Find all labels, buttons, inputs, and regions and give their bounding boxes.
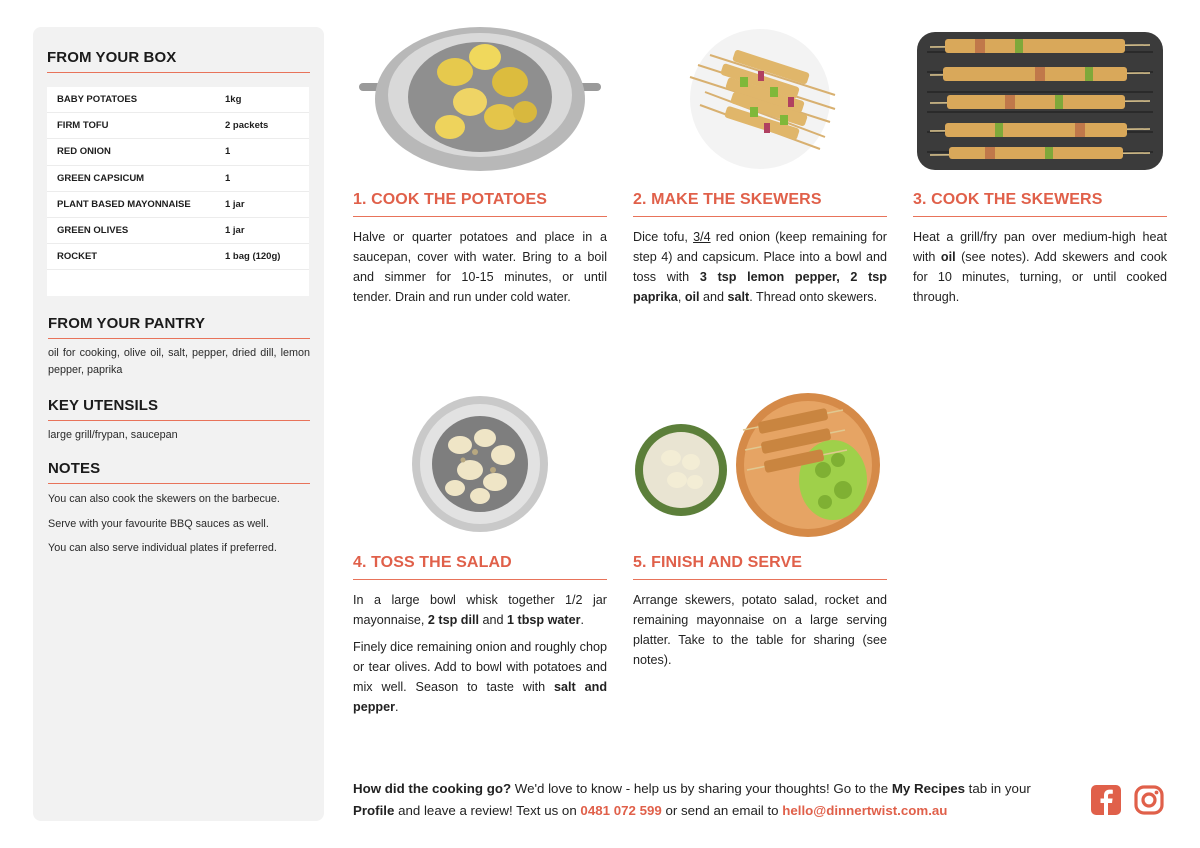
table-row bbox=[47, 87, 309, 113]
ingredient-name: FIRM TOFU bbox=[57, 120, 109, 132]
ingredient-name: ROCKET bbox=[57, 251, 98, 263]
ingredient-name: PLANT BASED MAYONNAISE bbox=[57, 198, 191, 210]
box-title: FROM YOUR BOX bbox=[47, 49, 310, 73]
ingredient-name: RED ONION bbox=[57, 146, 111, 158]
step-4-text-1: In a large bowl whisk together 1/2 jar mayonnaise, 2 tsp dill and 1 tbsp water. bbox=[353, 593, 607, 627]
ingredient-qty: 1 bbox=[225, 146, 231, 158]
instagram-icon[interactable] bbox=[1133, 784, 1165, 821]
ingredients-sidebar bbox=[33, 27, 324, 821]
table-row bbox=[47, 218, 309, 244]
note-item: You can also cook the skewers on the barbecue. bbox=[48, 493, 280, 505]
step-4-text-2: Finely dice remaining onion and roughly chop or tear olives. Add to bowl with potatoes and mix well. Season to taste with salt and pepper. bbox=[353, 640, 608, 714]
ingredient-name: GREEN OLIVES bbox=[57, 225, 129, 237]
box-ingredients-table bbox=[47, 87, 309, 296]
step-3-text: Heat a grill/fry pan over medium-high heat with oil (see notes). Add skewers and cook for 10 minutes, turning, or until cooked through. bbox=[913, 230, 1167, 304]
table-row-empty bbox=[47, 270, 309, 296]
step-3 bbox=[913, 27, 1167, 307]
ingredient-qty: 1kg bbox=[225, 94, 242, 106]
pantry-text: oil for cooking, olive oil, salt, pepper, dried dill, lemon pepper, paprika bbox=[48, 347, 310, 376]
step-2-text: Dice tofu, 3/4 red onion (keep remaining for step 4) and capsicum. Place into a bowl and toss with 3 tsp lemon pepper, 2 tsp paprika, oil and salt. Thread onto skewers. bbox=[633, 230, 887, 304]
utensils-title: KEY UTENSILS bbox=[48, 397, 310, 421]
notes-title: NOTES bbox=[48, 460, 310, 484]
step-5 bbox=[633, 390, 887, 670]
ingredient-qty: 1 jar bbox=[225, 225, 245, 237]
step-5-title: 5. FINISH AND SERVE bbox=[633, 554, 887, 580]
step-1-title: 1. COOK THE POTATOES bbox=[353, 191, 607, 217]
step-5-text: Arrange skewers, potato salad, rocket and remaining mayonnaise on a large serving platter. Take to the table for sharing (see notes). bbox=[633, 593, 887, 667]
note-item: You can also serve individual plates if preferred. bbox=[48, 542, 277, 554]
phone-number-link[interactable]: 0481 072 599 bbox=[580, 802, 662, 818]
grill-pan-image bbox=[913, 27, 1167, 177]
step-1 bbox=[353, 27, 607, 307]
ingredient-qty: 1 bbox=[225, 172, 231, 184]
feedback-footer: How did the cooking go? We'd love to know - help us by sharing your thoughts! Go to the My Recipes tab in your Profile and leave a review! Text us on 0481 072 599 or send an email to hello@dinnertwist.com.au bbox=[353, 781, 1031, 818]
table-row bbox=[47, 244, 309, 270]
pantry-title: FROM YOUR PANTRY bbox=[48, 315, 310, 339]
potatoes-pot-image bbox=[353, 27, 607, 177]
potato-salad-bowl-image bbox=[353, 390, 607, 540]
notes-list bbox=[47, 492, 310, 555]
table-row bbox=[47, 113, 309, 139]
ingredient-name: BABY POTATOES bbox=[57, 94, 138, 106]
table-row bbox=[47, 166, 309, 192]
step-2 bbox=[633, 27, 887, 307]
note-item: Serve with your favourite BBQ sauces as well. bbox=[48, 517, 269, 530]
utensils-text: large grill/frypan, saucepan bbox=[48, 429, 178, 441]
ingredient-qty: 1 jar bbox=[225, 198, 245, 210]
ingredient-qty: 2 packets bbox=[225, 120, 269, 132]
email-link[interactable]: hello@dinnertwist.com.au bbox=[782, 802, 948, 818]
facebook-icon[interactable] bbox=[1090, 784, 1122, 821]
table-row bbox=[47, 192, 309, 218]
serving-plates-image bbox=[633, 390, 887, 540]
table-row bbox=[47, 139, 309, 165]
step-4-title: 4. TOSS THE SALAD bbox=[353, 554, 607, 580]
ingredient-qty: 1 bag (120g) bbox=[225, 251, 281, 263]
step-4 bbox=[353, 390, 607, 717]
step-3-title: 3. COOK THE SKEWERS bbox=[913, 191, 1167, 217]
step-1-text: Halve or quarter potatoes and place in a saucepan, cover with water. Bring to a boil and simmer for 10-15 minutes, or until tender. Drain and run under cold water. bbox=[353, 230, 607, 304]
skewers-plate-image bbox=[633, 27, 887, 177]
ingredient-name: GREEN CAPSICUM bbox=[57, 172, 145, 184]
step-2-title: 2. MAKE THE SKEWERS bbox=[633, 191, 887, 217]
